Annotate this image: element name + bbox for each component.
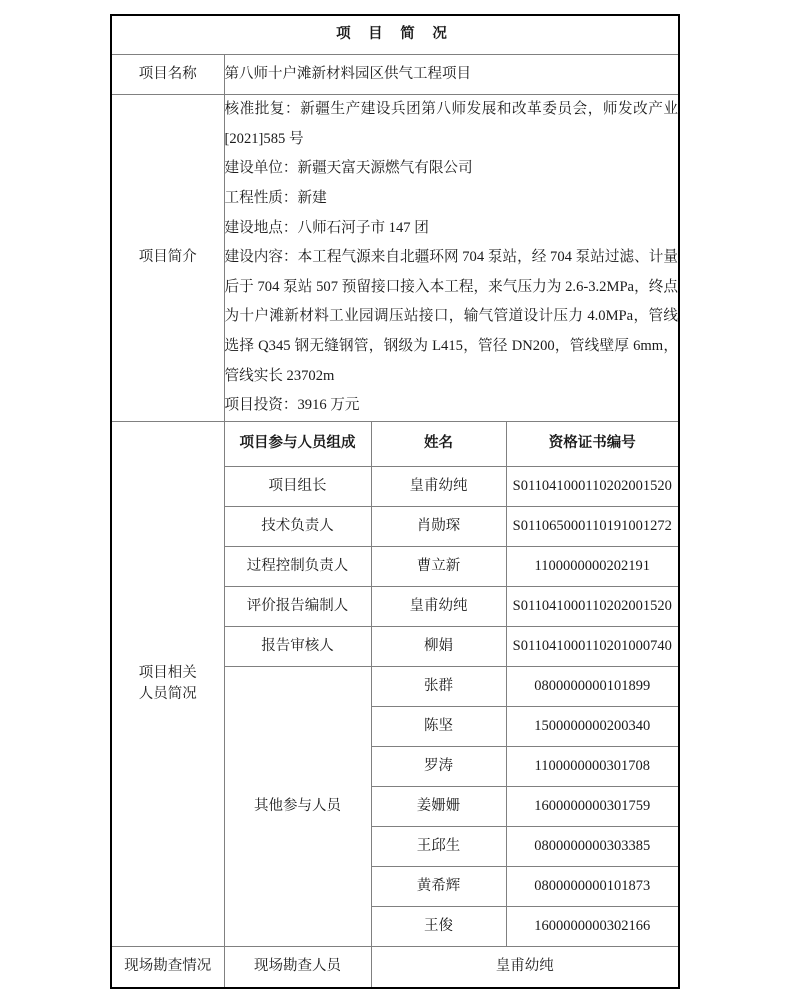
intro-paragraph-nature: 工程性质：新建 [224,189,327,206]
member-name: 皇甫幼纯 [371,586,506,626]
member-role: 报告审核人 [224,626,371,666]
member-name: 王俊 [371,906,506,946]
member-role: 项目组长 [224,466,371,506]
project-intro-row [111,95,679,422]
member-role: 评价报告编制人 [224,586,371,626]
member-name: 黄希辉 [371,866,506,906]
member-cert: 1100000000301708 [506,746,679,786]
site-survey-label: 现场勘查情况 [111,946,224,988]
project-intro-label: 项目简介 [111,95,224,422]
site-survey-value: 皇甫幼纯 [371,946,679,988]
intro-paragraph-approval: 核准批复：新疆生产建设兵团第八师发展和改革委员会，师发改产业[2021]585 号 [224,101,678,147]
member-cert: S011065000110191001272 [506,506,679,546]
project-overview-table [110,14,680,989]
site-survey-row [111,946,679,988]
other-members-label: 其他参与人员 [224,666,371,946]
member-name: 柳娟 [371,626,506,666]
personnel-section-label [111,421,224,946]
member-cert: 1600000000302166 [506,906,679,946]
member-name: 罗涛 [371,746,506,786]
member-role: 技术负责人 [224,506,371,546]
member-name: 张群 [371,666,506,706]
intro-paragraph-location: 建设地点：八师石河子市 147 团 [224,219,429,236]
table-body [111,15,679,988]
member-cert: 1600000000301759 [506,786,679,826]
personnel-header-cert: 资格证书编号 [506,421,679,466]
page-title: 项 目 简 况 [111,15,679,55]
table-title-row [111,15,679,55]
member-cert: 1500000000200340 [506,706,679,746]
personnel-label-line2: 人员简况 [138,685,197,702]
intro-paragraph-unit: 建设单位：新疆天富天源燃气有限公司 [224,160,473,177]
member-cert: S011041000110202001520 [506,586,679,626]
personnel-header-row [111,421,679,466]
site-survey-role: 现场勘查人员 [224,946,371,988]
personnel-header-role: 项目参与人员组成 [224,421,371,466]
member-cert: 0800000000303385 [506,826,679,866]
member-cert: 1100000000202191 [506,546,679,586]
project-name-row [111,55,679,95]
project-name-label: 项目名称 [111,55,224,95]
member-name: 王邱生 [371,826,506,866]
member-cert: 0800000000101873 [506,866,679,906]
member-name: 陈坚 [371,706,506,746]
project-name-value: 第八师十户滩新材料园区供气工程项目 [224,55,679,95]
member-role: 过程控制负责人 [224,546,371,586]
member-cert: S011041000110201000740 [506,626,679,666]
member-name: 姜姗姗 [371,786,506,826]
personnel-header-name: 姓名 [371,421,506,466]
member-name: 肖勋琛 [371,506,506,546]
intro-paragraph-content: 建设内容：本工程气源来自北疆环网 704 泵站，经 704 泵站过滤、计量后于 704 泵站 507 预留接口接入本工程，来气压力为 2.6-3.2MPa，终点为十户滩新材料工业园调压站接口，输气管道设计压力 4.0MPa，管线选择 Q345 钢无缝钢管，钢级为 L415，管径 DN200，管线壁厚 6mm，管线实长 23702m [224,249,678,384]
member-cert: S011041000110202001520 [506,466,679,506]
project-intro-value [224,95,679,422]
member-name: 曹立新 [371,546,506,586]
intro-paragraph-investment: 项目投资：3916 万元 [224,397,360,414]
member-name: 皇甫幼纯 [371,466,506,506]
personnel-label-line1: 项目相关 [138,664,197,681]
member-cert: 0800000000101899 [506,666,679,706]
